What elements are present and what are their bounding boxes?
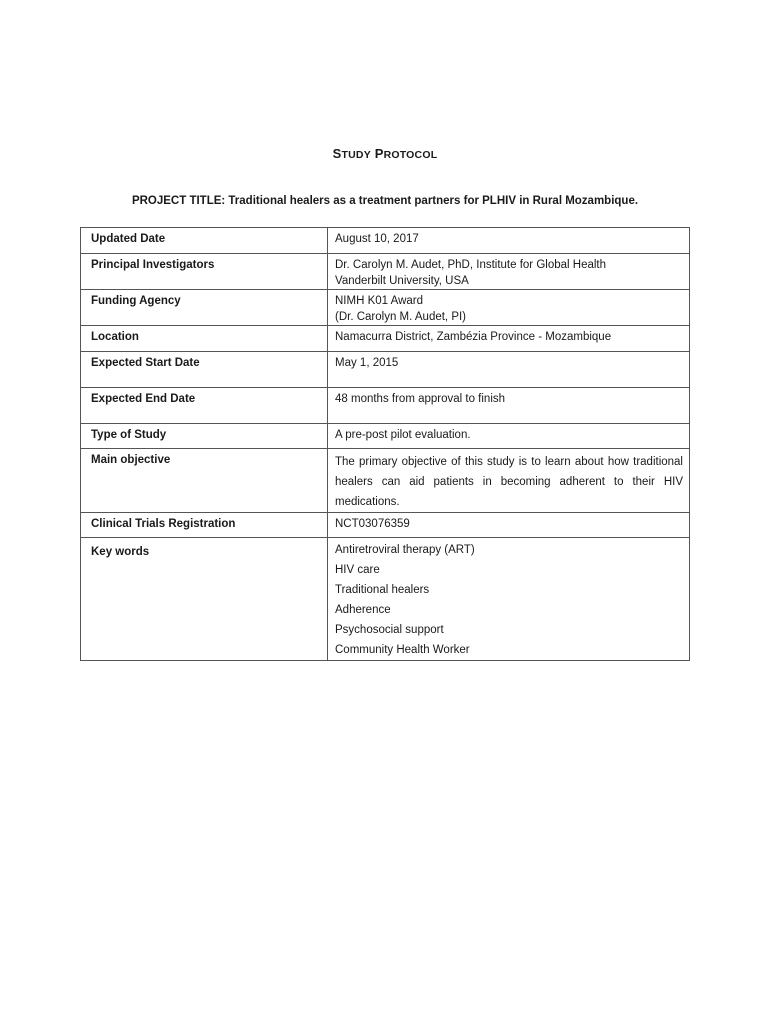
- label-main-objective: Main objective: [81, 449, 328, 513]
- label-expected-start-date: Expected Start Date: [81, 352, 328, 388]
- value-main-objective: The primary objective of this study is to learn about how traditional healers can aid patients in becoming adherent to their HIV medications.: [328, 449, 690, 513]
- title-initial-1: S: [332, 146, 342, 161]
- label-updated-date: Updated Date: [81, 228, 328, 254]
- row-funding-agency: [81, 290, 690, 326]
- value-clinical-trials-registration: NCT03076359: [328, 513, 690, 538]
- keyword-item: Antiretroviral therapy (ART): [335, 544, 475, 556]
- row-expected-end-date: [81, 388, 690, 424]
- keyword-item: Adherence: [335, 604, 391, 616]
- pi-line-2: Vanderbilt University, USA: [335, 275, 469, 287]
- label-clinical-trials-registration: Clinical Trials Registration: [81, 513, 328, 538]
- keyword-item: Psychosocial support: [335, 624, 444, 636]
- label-funding-agency: Funding Agency: [81, 290, 328, 326]
- value-type-of-study: A pre-post pilot evaluation.: [328, 424, 690, 449]
- title-rest-1: TUDY: [341, 149, 371, 161]
- protocol-table: [80, 227, 690, 661]
- funding-line-2: (Dr. Carolyn M. Audet, PI): [335, 311, 467, 323]
- value-updated-date: August 10, 2017: [328, 228, 690, 254]
- label-expected-end-date: Expected End Date: [81, 388, 328, 424]
- label-key-words: Key words: [81, 538, 328, 661]
- row-principal-investigators: [81, 254, 690, 290]
- row-key-words: [81, 538, 690, 661]
- title-initial-2: P: [374, 146, 384, 161]
- row-type-of-study: [81, 424, 690, 449]
- value-principal-investigators: [328, 254, 690, 290]
- value-key-words: [328, 538, 690, 661]
- label-location: Location: [81, 326, 328, 352]
- keyword-item: Traditional healers: [335, 584, 430, 596]
- label-type-of-study: Type of Study: [81, 424, 328, 449]
- row-expected-start-date: [81, 352, 690, 388]
- keyword-item: HIV care: [335, 564, 380, 576]
- row-main-objective: [81, 449, 690, 513]
- document-title: [0, 146, 770, 161]
- project-title: PROJECT TITLE: Traditional healers as a treatment partners for PLHIV in Rural Mozambique.: [131, 195, 639, 207]
- row-location: [81, 326, 690, 352]
- value-location: Namacurra District, Zambézia Province - Mozambique: [328, 326, 690, 352]
- label-principal-investigators: Principal Investigators: [81, 254, 328, 290]
- row-clinical-trials-registration: [81, 513, 690, 538]
- value-funding-agency: [328, 290, 690, 326]
- funding-line-1: NIMH K01 Award: [335, 295, 423, 307]
- pi-line-1: Dr. Carolyn M. Audet, PhD, Institute for Global Health: [335, 259, 607, 271]
- row-updated-date: [81, 228, 690, 254]
- value-expected-end-date: 48 months from approval to finish: [328, 388, 690, 424]
- title-rest-2: ROTOCOL: [383, 149, 438, 161]
- keyword-item: Community Health Worker: [335, 644, 470, 656]
- value-expected-start-date: May 1, 2015: [328, 352, 690, 388]
